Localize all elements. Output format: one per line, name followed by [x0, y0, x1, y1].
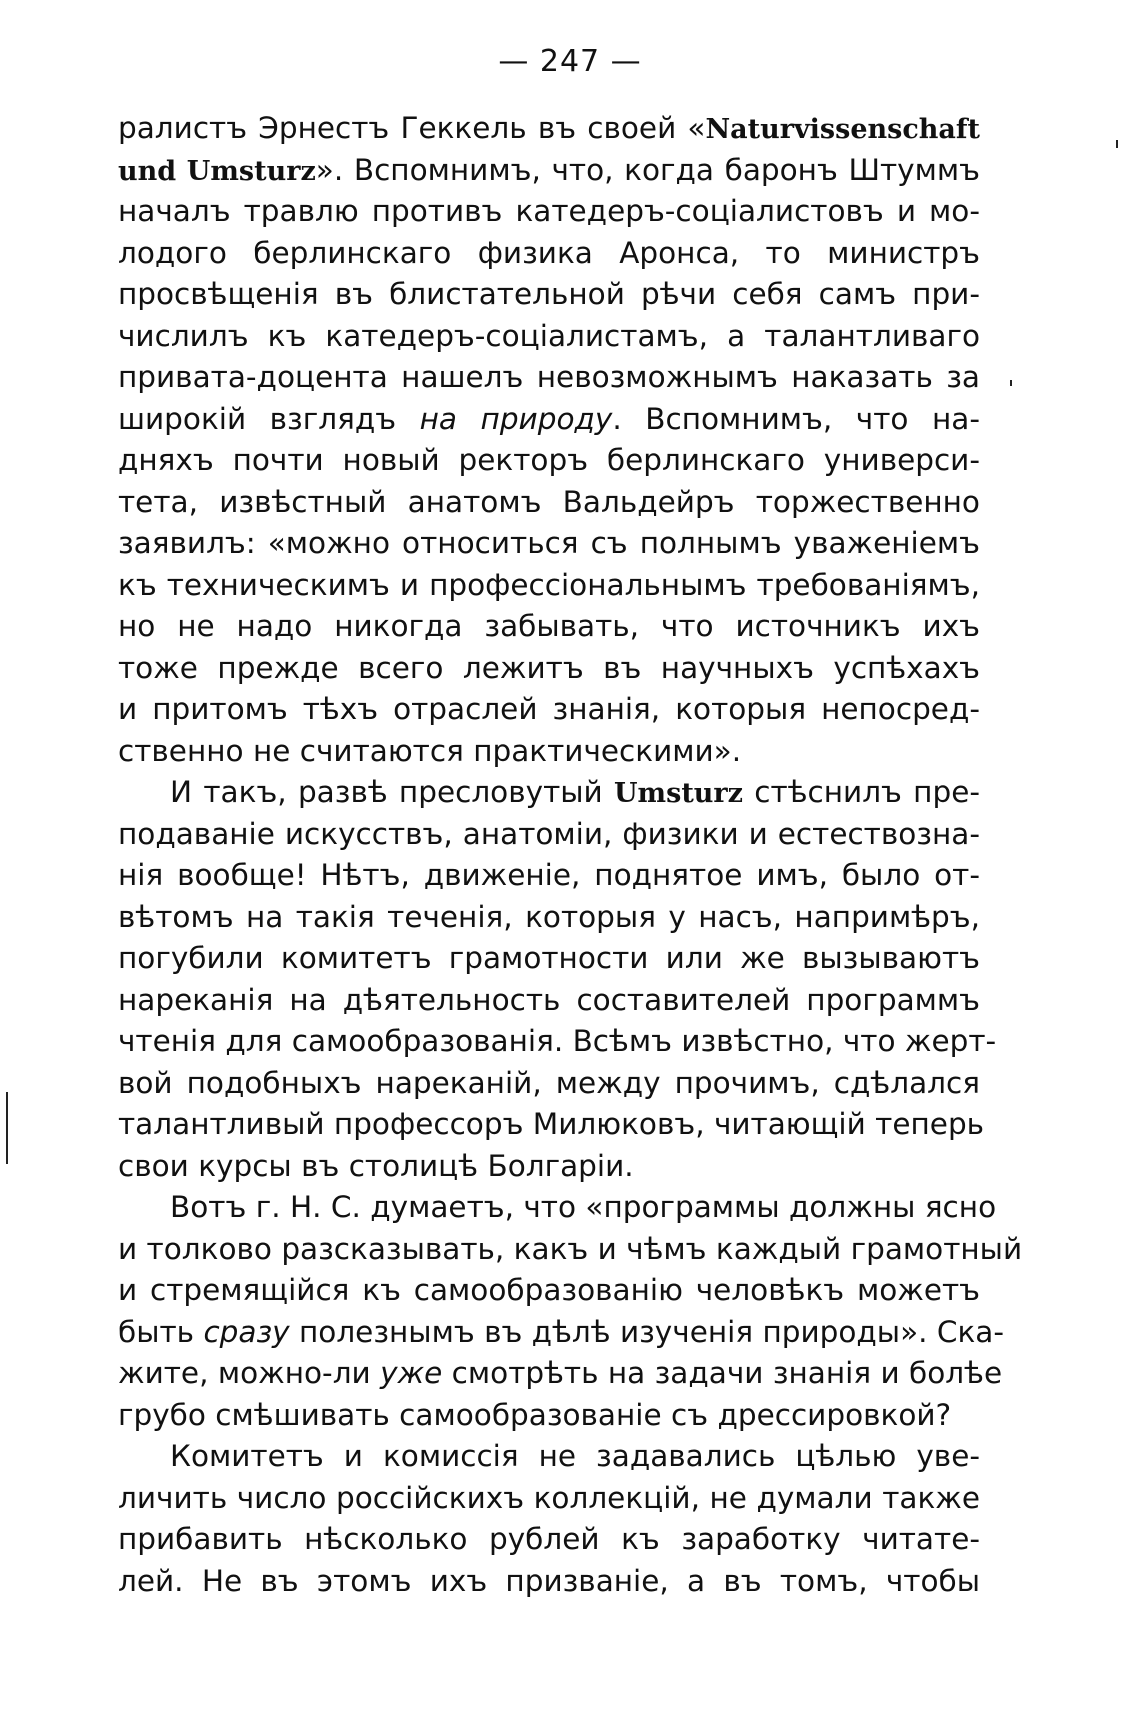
text-segment: погубили комитетъ грамотности или же вызываютъ	[118, 941, 980, 975]
text-line	[118, 1436, 980, 1478]
text-segment: прибавить нѣсколько рублей къ заработку читате-	[118, 1522, 980, 1556]
text-segment: тоже прежде всего лежитъ въ научныхъ успѣхахъ	[118, 650, 980, 685]
text-segment: смотрѣть на задачи знанія и болѣе	[442, 1356, 1003, 1390]
margin-mark	[1116, 140, 1118, 148]
italic-text: уже	[380, 1356, 443, 1390]
text-segment: полезнымъ въ дѣлѣ изученія природы». Ска-	[289, 1314, 1005, 1349]
text-segment: Комитетъ и комиссія не задавались цѣлью уве-	[170, 1439, 980, 1473]
text-segment: талантливый профессоръ Милюковъ, читающій теперь	[118, 1107, 985, 1141]
text-segment: дняхъ почти новый ректоръ берлинскаго универси-	[118, 443, 980, 477]
text-line	[118, 814, 980, 856]
text-line	[118, 1478, 980, 1520]
text-line	[118, 1146, 980, 1188]
text-segment: числилъ къ катедеръ-соціалистамъ, а талантливаго	[118, 318, 980, 353]
text-line	[118, 1395, 980, 1437]
text-line	[118, 855, 980, 897]
text-segment: широкій взглядъ	[118, 401, 420, 436]
text-segment: привата-доцента нашелъ невозможнымъ наказать за	[118, 360, 980, 394]
italic-text: сразу	[203, 1314, 290, 1349]
page-number: — 247 —	[498, 44, 642, 79]
text-line	[118, 108, 980, 150]
text-segment: ». Вспомнимъ, что, когда баронъ Штуммъ	[315, 152, 980, 187]
margin-mark	[1010, 380, 1012, 386]
text-line	[118, 1312, 1005, 1354]
text-segment: подаваніе искусствъ, анатоміи, физики и естествозна-	[118, 816, 980, 851]
text-line	[118, 1561, 980, 1603]
text-line	[118, 648, 980, 690]
text-line	[118, 1063, 980, 1105]
text-segment: но не надо никогда забывать, что источникъ ихъ	[118, 609, 980, 643]
latin-text: Naturvissenschaft	[705, 114, 980, 145]
text-segment: стѣснилъ пре-	[743, 775, 980, 809]
text-segment: личить число россійскихъ коллекцій, не думали также	[118, 1480, 980, 1515]
text-segment: лодого берлинскаго физика Аронса, то министръ	[118, 235, 980, 270]
text-line	[118, 1021, 997, 1063]
body-text	[118, 108, 1023, 1602]
text-segment: тета, извѣстный анатомъ Вальдейръ торжественно	[118, 484, 980, 519]
text-line	[118, 565, 980, 607]
text-line	[118, 482, 980, 524]
text-line	[118, 897, 980, 939]
text-segment: и стремящійся къ самообразованію человѣкъ можетъ	[118, 1273, 980, 1307]
text-segment: чтенія для самообразованія. Всѣмъ извѣстно, что жерт-	[118, 1024, 997, 1058]
text-line	[118, 440, 980, 482]
text-segment: свои курсы въ столицѣ Болгаріи.	[118, 1148, 634, 1183]
text-segment: . Вспомнимъ, что на-	[612, 401, 980, 436]
text-line	[118, 191, 980, 233]
text-segment: лей. Не въ этомъ ихъ призваніе, а въ томъ, чтобы	[118, 1563, 980, 1598]
text-segment: И такъ, развѣ пресловутый	[170, 775, 615, 809]
text-segment: грубо смѣшивать самообразованіе съ дрессировкой?	[118, 1397, 952, 1432]
text-segment: Вотъ г. Н. С. думаетъ, что «программы должны ясно	[170, 1190, 997, 1224]
text-line	[118, 523, 980, 565]
text-line	[118, 772, 980, 814]
text-segment: и притомъ тѣхъ отраслей знанія, которыя непосред-	[118, 692, 980, 726]
text-segment: нія вообще! Нѣтъ, движеніе, поднятое имъ, было от-	[118, 858, 980, 892]
text-segment: ственно не считаются практическими».	[118, 733, 742, 768]
text-line	[118, 938, 980, 980]
latin-text: Umsturz	[614, 778, 743, 809]
text-segment: ралистъ Эрнестъ Геккель въ своей «	[118, 111, 706, 145]
text-line	[118, 357, 980, 399]
text-segment: вой подобныхъ нареканій, между прочимъ, сдѣлался	[118, 1065, 980, 1100]
text-segment: заявилъ: «можно относиться съ полнымъ уваженіемъ	[118, 526, 980, 560]
text-segment: къ техническимъ и профессіональнымъ требованіямъ,	[118, 567, 980, 602]
text-segment: началъ травлю противъ катедеръ-соціалистовъ и мо-	[118, 194, 980, 228]
text-segment: жите, можно-ли	[118, 1356, 381, 1390]
text-line	[118, 274, 980, 316]
text-line	[118, 1270, 980, 1312]
latin-text: und Umsturz	[118, 155, 316, 187]
text-line	[118, 1104, 985, 1146]
text-line	[118, 316, 980, 358]
text-line	[118, 1229, 1023, 1271]
text-line	[118, 233, 980, 275]
text-line	[118, 689, 980, 731]
text-segment: просвѣщенія въ блистательной рѣчи себя самъ при-	[118, 277, 980, 311]
text-segment: вѣтомъ на такія теченія, которыя у насъ, напримѣръ,	[118, 899, 980, 934]
text-line	[118, 1519, 980, 1561]
text-line	[118, 1187, 997, 1229]
margin-mark	[6, 1092, 8, 1164]
text-line	[118, 731, 980, 773]
text-line	[118, 1353, 1003, 1395]
italic-text: на природу	[419, 401, 613, 436]
text-line	[118, 150, 980, 192]
text-segment: быть	[118, 1314, 204, 1349]
text-segment: нареканія на дѣятельность составителей программъ	[118, 982, 980, 1017]
text-segment: и толково разсказывать, какъ и чѣмъ каждый грамотный	[118, 1231, 1023, 1266]
text-line	[118, 399, 980, 441]
text-line	[118, 606, 980, 648]
text-line	[118, 980, 980, 1022]
